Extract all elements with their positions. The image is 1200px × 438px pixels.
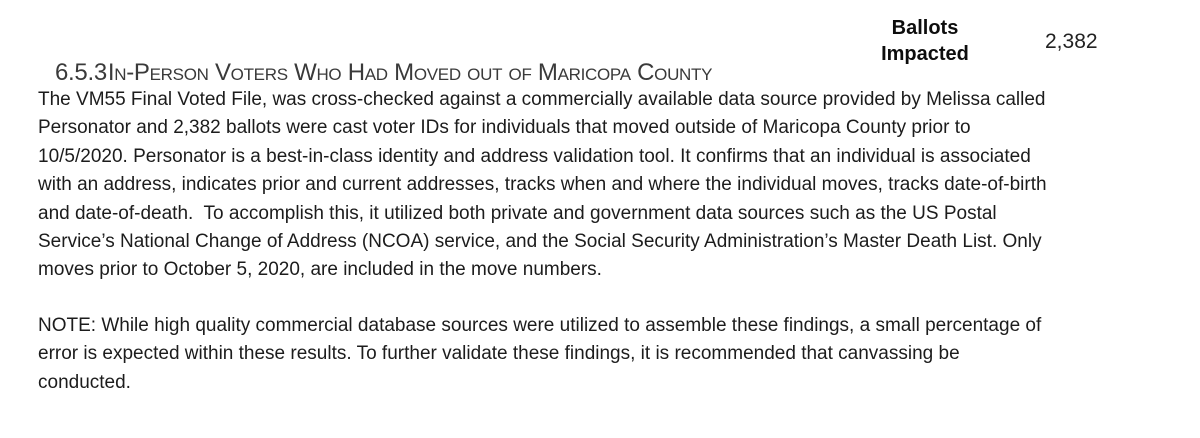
text-line: The VM55 Final Voted File, was cross-checked against a commercially available data source provided by Melissa called	[38, 89, 1046, 110]
text-line: with an address, indicates prior and current addresses, tracks when and where the individual moves, tracks date-of-birth	[38, 174, 1047, 196]
body-paragraph-2-note	[38, 312, 1041, 397]
text-line: conducted.	[38, 371, 131, 393]
text-line: error is expected within these results. To further validate these findings, it is recommended that canvassing be	[38, 343, 960, 365]
text-line: NOTE: While high quality commercial database sources were utilized to assemble these findings, a small percentage of	[38, 315, 1042, 336]
text-line: Personator and 2,382 ballots were cast voter IDs for individuals that moved outside of Maricopa County prior to	[38, 117, 971, 139]
text-line: and date-of-death. To accomplish this, it utilized both private and government data sources such as the US Postal	[38, 202, 997, 224]
text-line: Service’s National Change of Address (NCOA) service, and the Social Security Administration’s Master Death List. Only	[38, 231, 1042, 253]
text-line: 10/5/2020. Personator is a best-in-class identity and address validation tool. It confirms that an individual is associated	[38, 145, 1031, 167]
section-heading	[55, 57, 712, 89]
section-title: In-Person Voters Who Had Moved out of Maricopa County	[107, 59, 713, 86]
section-number: 6.5.3	[55, 59, 107, 86]
body-paragraph-1	[38, 86, 1047, 285]
text-line: moves prior to October 5, 2020, are included in the move numbers.	[38, 259, 602, 281]
ballots-impacted-label: Ballots Impacted	[881, 17, 969, 65]
ballots-impacted-value: 2,382	[1045, 30, 1098, 53]
